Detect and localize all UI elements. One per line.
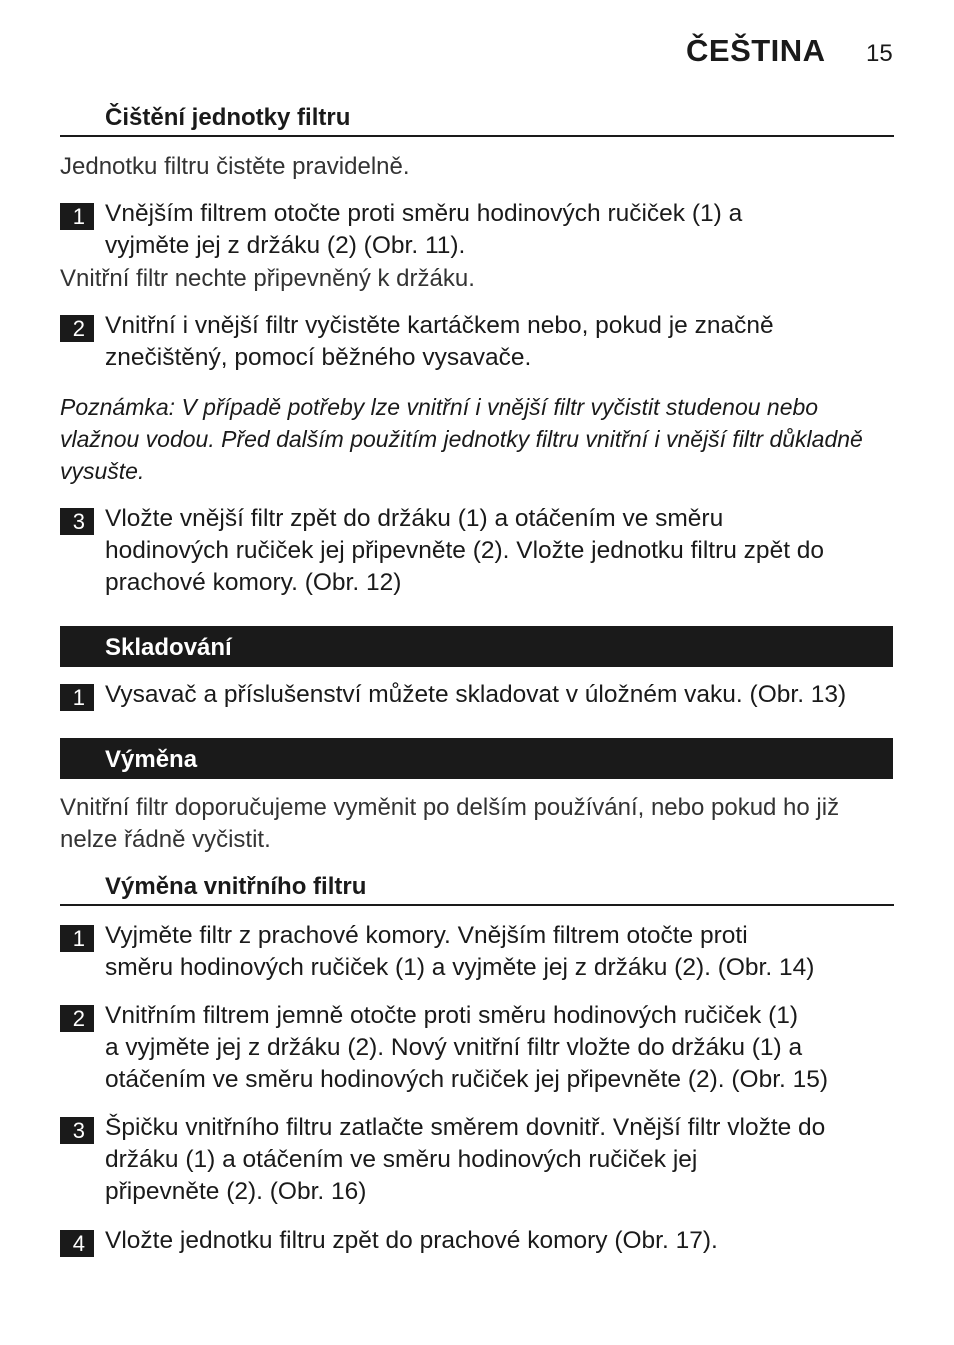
storage-step-1 <box>60 679 900 711</box>
step-text: Vložte vnější filtr zpět do držáku (1) a otáčením ve směru hodinových ručiček jej připevněte (2). Vložte jednotku filtru zpět do prachové komory. (Obr. 12) <box>105 505 825 596</box>
page-number: 15 <box>866 40 893 67</box>
step-number: 1 <box>60 925 94 952</box>
step-number: 4 <box>60 1230 94 1257</box>
replacement-subheading: Výměna vnitřního filtru <box>60 872 894 906</box>
storage-heading-bar: Skladování <box>60 626 893 667</box>
step-text: Vnitřním filtrem jemně otočte proti směru hodinových ručiček (1) a vyjměte jej z držáku (2). Nový vnitřní filtr vložte do držáku (1) a otáčením ve směru hodinových ručiček jej připevněte (2). (Obr. 15) <box>105 1002 829 1093</box>
step-number: 1 <box>60 203 94 230</box>
cleaning-subheading: Čištění jednotky filtru <box>60 103 894 137</box>
header-language: ČEŠTINA <box>686 33 826 68</box>
replacement-step-2 <box>60 1000 900 1096</box>
replacement-step-3 <box>60 1112 900 1208</box>
replacement-step-4 <box>60 1225 900 1257</box>
replacement-intro: Vnitřní filtr doporučujeme vyměnit po delším používání, nebo pokud ho již nelze řádně vyčistit. <box>60 794 840 853</box>
step-text: Vnitřní i vnější filtr vyčistěte kartáčkem nebo, pokud je značně znečištěný, pomocí běžného vysavače. <box>105 312 774 371</box>
step-text: Vysavač a příslušenství můžete skladovat v úložném vaku. (Obr. 13) <box>105 681 847 708</box>
step-text: Vyjměte filtr z prachové komory. Vnějším filtrem otočte proti směru hodinových ručiček (1) a vyjměte jej z držáku (2). (Obr. 14) <box>105 922 815 981</box>
cleaning-note: Poznámka: V případě potřeby lze vnitřní i vnější filtr vyčistit studenou nebo vlažnou vodou. Před dalším použitím jednotky filtru vnitřní i vnější filtr důkladně vysušte. <box>60 394 863 484</box>
cleaning-after-step-1: Vnitřní filtr nechte připevněný k držáku. <box>60 265 475 292</box>
cleaning-step-3 <box>60 503 900 599</box>
cleaning-step-2 <box>60 310 900 374</box>
step-text: Vnějším filtrem otočte proti směru hodinových ručiček (1) a vyjměte jej z držáku (2) (Obr. 11). <box>105 200 743 259</box>
cleaning-step-1 <box>60 198 900 262</box>
step-number: 2 <box>60 315 94 342</box>
step-text: Vložte jednotku filtru zpět do prachové komory (Obr. 17). <box>105 1227 718 1254</box>
step-number: 3 <box>60 1117 94 1144</box>
step-number: 3 <box>60 508 94 535</box>
cleaning-intro: Jednotku filtru čistěte pravidelně. <box>60 153 410 180</box>
step-text: Špičku vnitřního filtru zatlačte směrem dovnitř. Vnější filtr vložte do držáku (1) a otáčením ve směru hodinových ručiček jej připevněte (2). (Obr. 16) <box>105 1114 826 1205</box>
step-number: 1 <box>60 684 94 711</box>
replacement-heading-bar: Výměna <box>60 738 893 779</box>
replacement-step-1 <box>60 920 900 984</box>
step-number: 2 <box>60 1005 94 1032</box>
